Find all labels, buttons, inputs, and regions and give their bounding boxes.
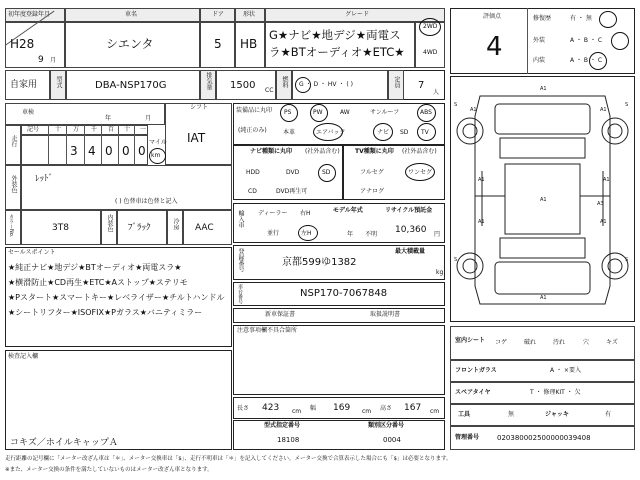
footer-line-2: ※また、メーター交換の条件を満たしていないものはメーター改ざん車となります。	[5, 467, 213, 473]
mark-6: A1	[540, 197, 547, 203]
mileage-h-3: 千	[91, 126, 98, 133]
svg-text:S: S	[625, 257, 629, 263]
tv-analog: アナログ	[360, 188, 385, 195]
registration-label: 登録番号	[237, 248, 244, 272]
mileage-sep-1	[48, 125, 49, 165]
mileage-sep-2	[66, 125, 67, 165]
mileage-h-4: 百	[108, 126, 115, 133]
interior-color: ﾌﾞﾗｯｸ	[128, 223, 151, 233]
type-no: 18108	[277, 436, 300, 444]
capacity-unit: 人	[433, 89, 440, 96]
eq-ps: PS	[284, 109, 292, 116]
exterior-c-circle	[611, 32, 629, 50]
doors: 5	[214, 37, 222, 51]
inspection-month-unit: 月	[145, 115, 152, 122]
spare-label: スペアタイヤ	[455, 389, 491, 396]
color-no: 3T8	[52, 223, 69, 233]
mark-8: A1	[478, 219, 485, 225]
navi-cd: CD	[248, 188, 257, 195]
seat-opt-2: 破れ	[524, 339, 537, 346]
mark-1: A1	[540, 86, 547, 92]
model-year-label: モデル年式	[333, 207, 363, 214]
color-no-label: カラーNo.	[8, 214, 14, 238]
mileage-sep-5	[118, 125, 119, 165]
shape: HB	[240, 37, 258, 51]
mark-2: A1	[470, 107, 477, 113]
exterior-grade-label: 外装	[533, 37, 546, 44]
navi-sd: SD	[322, 169, 331, 176]
spare-options: T ・ 修理KIT ・ 欠	[530, 389, 581, 396]
mileage-digit-5: 0	[138, 144, 146, 158]
ac: AAC	[195, 223, 214, 233]
eq-leather: 本革	[283, 129, 296, 136]
shape-label: 形状	[243, 11, 256, 18]
mileage-digit-3: 0	[105, 144, 113, 158]
fuel-options: G ・ D ・ HV ・ ( )	[299, 81, 353, 88]
class-no: 0004	[383, 436, 401, 444]
score-label: 評価点	[483, 13, 502, 20]
mileage-digit-1: 3	[70, 144, 78, 158]
eq-pw: PW	[313, 109, 323, 116]
admin-label: 管理番号	[455, 434, 480, 441]
era-year: H28	[10, 37, 35, 51]
model-label: 型式	[55, 76, 62, 88]
exterior-color-note: ( ) 色替車は色替と記入	[115, 198, 178, 205]
exterior-grade-options: A ・ B ・ C	[570, 37, 603, 44]
mark-9: A1	[600, 219, 607, 225]
mileage-unit-mile: マイル	[149, 139, 167, 146]
mileage-h-5: 十	[124, 126, 131, 133]
svg-text:S: S	[454, 257, 458, 263]
doors-label: ドア	[212, 11, 224, 18]
mileage-h-6: 一	[140, 126, 147, 133]
import-label: 輸入車	[237, 210, 244, 228]
repair-options: 有 ・ 無	[570, 15, 592, 22]
sales-points-label: セールスポイント	[8, 249, 56, 256]
class-no-label: 類別区分番号	[368, 422, 405, 429]
svg-text:S: S	[454, 102, 458, 108]
eq-tv: TV	[421, 129, 429, 136]
model-year-unknown: 不明	[365, 231, 378, 238]
repair-none-circle	[599, 11, 617, 28]
mark-5: A1	[603, 177, 610, 183]
import-left-handle: 左H	[301, 230, 312, 237]
eq-aw: AW	[340, 109, 350, 116]
mark-10: A1	[540, 295, 547, 301]
seat-opt-5: キズ	[606, 339, 618, 346]
eq-navi: ナビ	[377, 129, 390, 136]
grade-line-2: ラ★BTオーディオ★ETC★	[269, 45, 405, 59]
seat-opt-4: 穴	[583, 339, 590, 346]
import-parallel: 並行	[267, 230, 280, 237]
notes-box	[233, 325, 445, 395]
model: DBA-NSP170G	[95, 80, 167, 91]
eq-abs: ABS	[420, 109, 432, 116]
navi-label: ナビ種類に丸印	[250, 148, 293, 155]
svg-text:S: S	[625, 102, 629, 108]
jack-label: ジャッキ	[545, 411, 569, 418]
recycle-unit: 円	[434, 231, 441, 238]
eq-sd: SD	[400, 129, 409, 136]
type-no-label: 型式指定番号	[264, 422, 301, 429]
mileage-sep-6	[134, 125, 135, 165]
length-unit: cm	[292, 408, 302, 415]
interior-grade-options: A ・ B ・ C	[570, 57, 603, 64]
eq-sunroof: サンルーフ	[370, 109, 400, 116]
mileage-sep-4	[101, 125, 102, 165]
mileage-digit-2: 4	[88, 144, 96, 158]
seat-opt-1: コゲ	[495, 339, 508, 346]
mark-7: A3	[597, 201, 604, 207]
mark-3: A1	[600, 107, 607, 113]
mileage-unit-km: km	[151, 152, 161, 159]
import-right-handle: 右H	[300, 210, 311, 217]
windshield-label: フロントガラス	[455, 367, 497, 374]
exterior-label: 外装色	[10, 175, 17, 193]
max-load-label: 最大積載量	[395, 248, 426, 255]
grade-label: グレード	[345, 11, 370, 18]
tv-label: TV種類に丸印	[355, 148, 394, 155]
inspector-note: コキズ／ホイルキャップＡ	[10, 438, 118, 448]
eq-airbag: エアバック	[316, 129, 346, 136]
tv-fullseg: フルセグ	[360, 169, 384, 176]
sales-point-2: ★横滑防止★CD再生★ETC★Aストップ★ステリモ	[8, 278, 188, 287]
sales-point-3: ★Pスタート★スマートキー★レベライザー★チルトハンドル	[8, 293, 225, 302]
recycle-value: 10,360	[395, 225, 427, 235]
month-unit: 月	[50, 57, 57, 64]
height: 167	[404, 403, 422, 413]
displacement: 1500	[230, 80, 256, 91]
drive-4wd: 4WD	[423, 49, 438, 56]
inspection-label: 車検	[22, 109, 35, 116]
interior-grade-label: 内装	[533, 57, 546, 64]
ac-label: 冷房	[172, 218, 179, 230]
inspection-year-unit: 年	[105, 115, 112, 122]
import-dealer: ディーラー	[258, 210, 288, 217]
usage: 自家用	[10, 80, 38, 90]
mark-4: A1	[478, 177, 485, 183]
notes-sub: ・不具合箇所	[261, 327, 298, 334]
drive-2wd: 2WD	[423, 23, 438, 30]
mileage-label: 走行	[10, 135, 17, 147]
shift: IAT	[187, 131, 206, 145]
seat-opt-3: 汚れ	[553, 339, 566, 346]
car-name: シエンタ	[106, 37, 154, 51]
first-reg-label: 初年度登録年月	[8, 11, 51, 18]
shift-label: シフト	[190, 104, 209, 111]
footer-line-1: 走行距離の記号欄に「メーター改ざん車は「＊」、メーター交換車は「$」、走行不明車は「＊」を記入してください。メーター交換で合算表示した場合にも「$」は必要となります。	[5, 456, 452, 462]
mileage-digit-4: 0	[122, 144, 130, 158]
mileage-h-0: 記号	[27, 126, 40, 133]
max-load-unit: kg	[436, 269, 444, 276]
chassis-label: 車台番号	[237, 284, 243, 304]
admin-value: 020380002500000039408	[497, 434, 591, 442]
new-car-warranty: 新車保証書	[265, 311, 296, 318]
inspector-label: 検査記入欄	[8, 353, 39, 360]
manual: 取扱説明書	[370, 311, 401, 318]
mileage-h-2: 万	[73, 126, 80, 133]
tv-sub: (社外品含む)	[402, 148, 437, 155]
length: 423	[262, 403, 280, 413]
inspector-box	[5, 350, 232, 450]
seat-label: 室内シート	[455, 337, 486, 344]
mileage-sep-3	[84, 125, 85, 165]
equipment-sub: (純正のみ)	[238, 127, 267, 134]
notes-label: 注意事項欄	[237, 327, 268, 334]
width-unit: cm	[362, 408, 372, 415]
registration-value: 京都599ゆ1382	[282, 257, 357, 268]
navi-sub: (社外品含む)	[305, 148, 340, 155]
displacement-label: 排気量	[205, 72, 212, 90]
navi-dvd: DVD	[286, 169, 300, 176]
tools-label: 工具	[458, 411, 471, 418]
tools-value: 無	[508, 411, 515, 418]
sales-point-4: ★シートリフター★ISOFIX★Pガラス★バニティミラー	[8, 308, 203, 317]
eval-sep	[527, 8, 528, 74]
sales-point-1: ★純正ナビ★地デジ★BTオーディオ★両電スラ★	[8, 263, 182, 272]
windshield-options: A ・ ×要入	[550, 367, 581, 374]
jack-value: 有	[605, 411, 612, 418]
chassis-value: NSP170-7067848	[300, 288, 388, 299]
repair-label: 修復歴	[533, 15, 552, 22]
width: 169	[333, 403, 351, 413]
exterior-color: ﾚｯﾄﾞ	[35, 174, 54, 184]
fuel-label: 燃料	[281, 76, 288, 88]
height-unit: cm	[430, 408, 440, 415]
interior-b-circle	[589, 52, 607, 70]
model-year-unit: 年	[347, 231, 354, 238]
equipment-label: 装備品に丸印	[236, 107, 273, 114]
tv-oneseg: ワンセグ	[408, 169, 433, 176]
score: 4	[486, 32, 503, 62]
navi-dvd-play: DVD再生可	[276, 188, 308, 195]
interior-label: 内装色	[106, 214, 113, 232]
capacity: 7	[418, 80, 425, 91]
month-value: 9	[38, 55, 44, 65]
car-name-label: 車名	[125, 11, 138, 18]
mileage-h-1: 十	[55, 126, 62, 133]
capacity-label: 定員	[393, 76, 400, 88]
length-label: 長さ	[237, 405, 250, 412]
recycle-label: リサイクル預託金	[385, 207, 433, 214]
height-label: 高さ	[380, 405, 393, 412]
width-label: 幅	[310, 405, 317, 412]
grade-line-1: G★ナビ★地デジ★両電ス	[269, 28, 401, 42]
navi-hdd: HDD	[246, 169, 260, 176]
displacement-unit: CC	[265, 87, 274, 94]
